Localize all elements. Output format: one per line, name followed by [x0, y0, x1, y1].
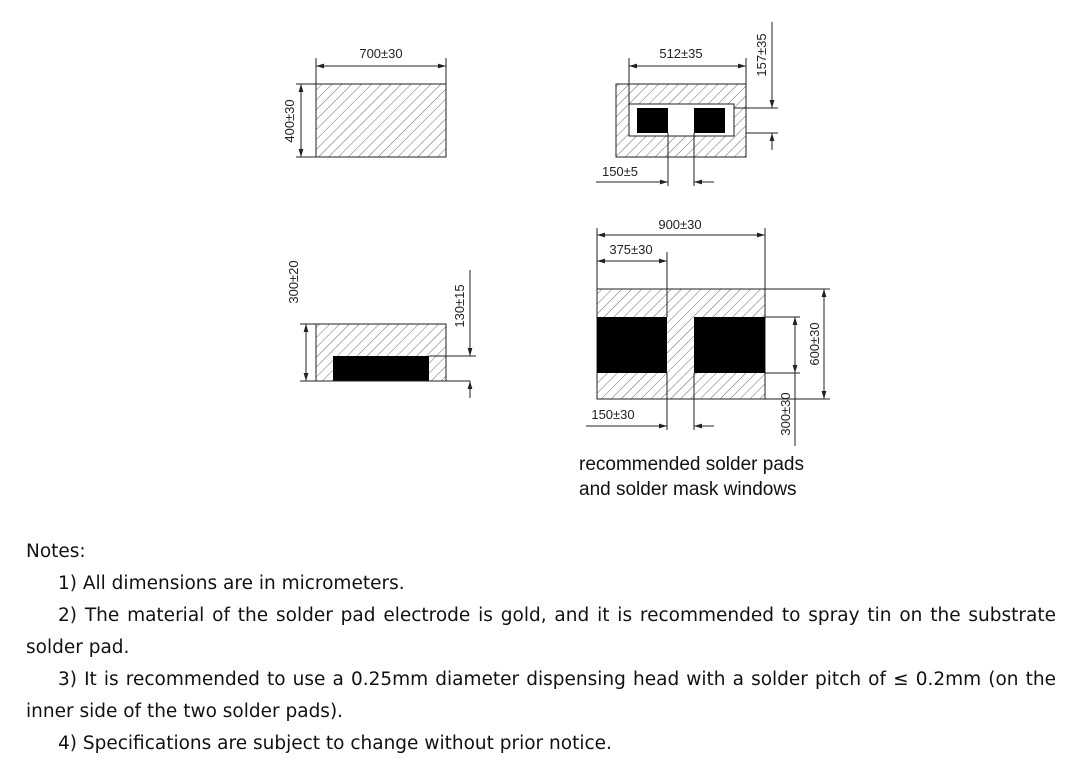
electrode [333, 356, 429, 381]
solder-pad-left [637, 108, 668, 133]
dim-top-left-height: 400±30 [282, 99, 297, 143]
dim-bottom-right-gap: 150±30 [591, 407, 635, 422]
dim-top-right-gap: 150±5 [601, 164, 639, 179]
dim-bottom-right-pad: 375±30 [609, 242, 653, 257]
dim-top-left-width: 700±30 [359, 46, 403, 61]
caption-line-2: and solder mask windows [579, 479, 797, 500]
dim-top-right-height: 157±35 [754, 33, 769, 77]
dim-bottom-right-height: 600±30 [807, 322, 822, 366]
caption-line-1: recommended solder pads [579, 454, 804, 475]
note-item: 3) It is recommended to use a 0.25mm diameter dispensing head with a solder pitch of ≤ 0.2mm (on the inner side of the two solder pads). [26, 669, 1056, 722]
dim-bottom-right-mask: 300±30 [778, 392, 793, 436]
land-pad-left [597, 317, 667, 373]
bottom-right-view [586, 217, 830, 446]
land-pad-right [694, 317, 765, 373]
top-left-view [282, 46, 446, 157]
notes-title: Notes: [26, 541, 86, 562]
note-item: 4) Specifications are subject to change without prior notice. [58, 733, 612, 754]
bottom-left-view [286, 260, 476, 398]
chip-body [316, 84, 446, 157]
notes-section [26, 536, 1056, 760]
solder-pad-right [694, 108, 725, 133]
note-item: 2) The material of the solder pad electrode is gold, and it is recommended to spray tin on the substrate solder pad. [26, 605, 1056, 658]
dim-bottom-right-width: 900±30 [658, 217, 702, 232]
top-right-view [596, 22, 778, 186]
dim-bottom-left-inner: 130±15 [452, 284, 467, 328]
note-item: 1) All dimensions are in micrometers. [58, 573, 405, 594]
dim-top-right-width: 512±35 [659, 46, 703, 61]
dim-bottom-left-height: 300±20 [286, 260, 301, 304]
